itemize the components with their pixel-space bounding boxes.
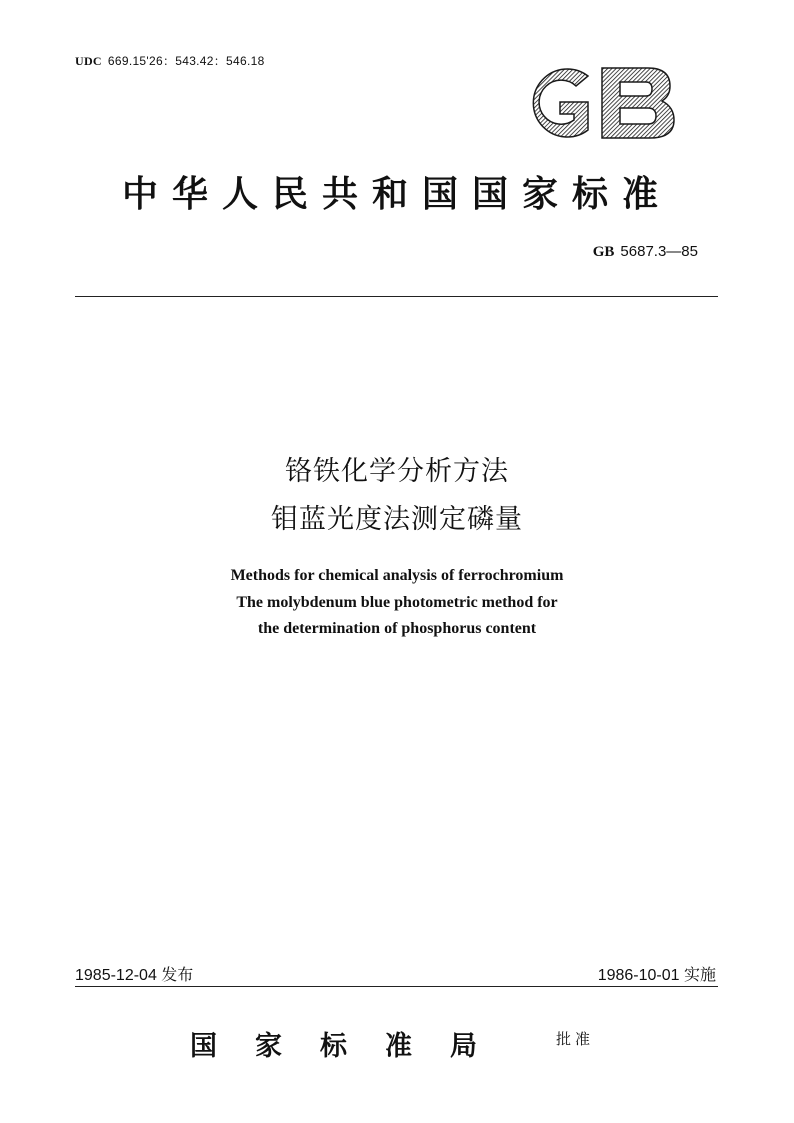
english-title-line2: The molybdenum blue photometric method for	[236, 594, 558, 611]
udc-code: 669.15'26：543.42：546.18	[107, 54, 265, 68]
gb-logo	[516, 62, 676, 144]
udc-label: UDC	[75, 54, 102, 68]
chinese-title-line2: 钼蓝光度法测定磷量	[271, 504, 523, 535]
approval-label: 批准	[556, 1030, 595, 1048]
top-divider	[75, 296, 718, 297]
english-title-line3: the determination of phosphorus content	[257, 620, 537, 637]
national-standard-title: 中华人民共和国国家标准	[121, 173, 672, 215]
standard-prefix: GB	[592, 244, 615, 260]
issuing-authority: 国家标准局	[190, 1031, 515, 1062]
logo-letter-b	[602, 68, 674, 138]
udc-classification	[75, 52, 265, 69]
standard-code	[593, 243, 698, 261]
issue-date: 1985-12-04 发布	[75, 967, 194, 984]
standard-number: 5687.3—85	[620, 243, 698, 260]
implement-date: 1986-10-01 实施	[597, 967, 716, 984]
bottom-divider	[75, 986, 718, 987]
english-title-line1: Methods for chemical analysis of ferrochromium	[230, 567, 564, 584]
logo-letter-g	[533, 69, 588, 137]
chinese-title-line1: 铬铁化学分析方法	[285, 456, 509, 487]
